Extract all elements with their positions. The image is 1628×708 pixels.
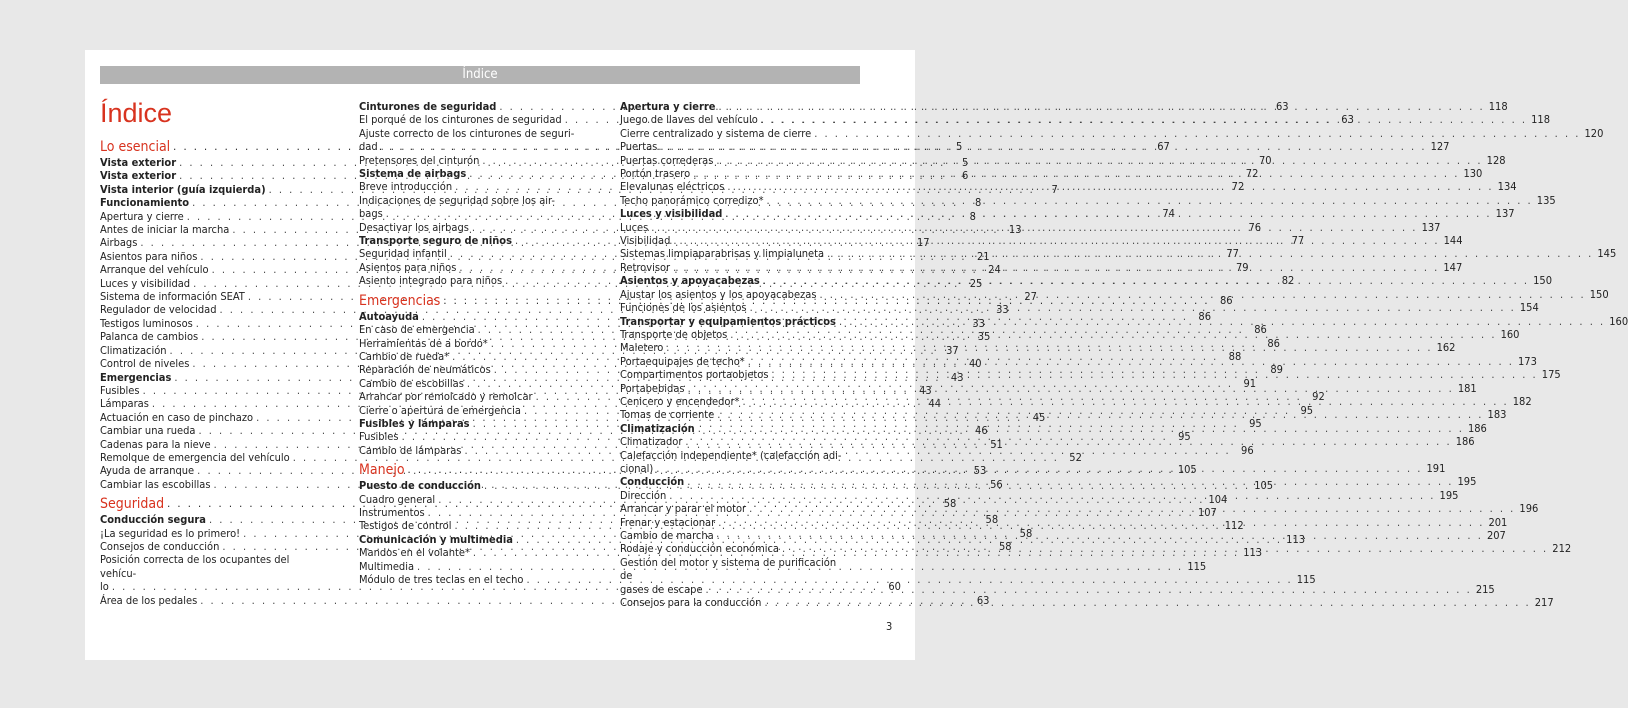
toc-entry-page: 137 [1421,220,1441,234]
toc-entry-label: Palanca de cambios [100,330,199,344]
toc-entry-label: Control de niveles [100,357,190,371]
toc-entry-page: 63 [976,593,990,607]
toc-entry-label: Visibilidad [620,234,671,248]
toc-entry-label: Cierre o apertura de emergencia [359,403,521,417]
toc-entry-label: Transporte de objetos [620,327,728,341]
toc-entry-page: 195 [1457,475,1477,489]
toc-entry-page: 207 [1486,529,1506,542]
toc-entry-page: 5 [956,140,963,153]
toc-entry-page: 77 [1291,234,1305,248]
toc-entry-page: 145 [1597,247,1617,261]
toc-entry-page: 77 [1226,247,1239,261]
toc-entry-page: 86 [1267,336,1280,350]
toc-entry-label: Ajustar los asientos y los apoyacabezas [620,287,817,301]
toc-entry-page: 25 [969,276,983,290]
toc-entry-page: 182 [1512,394,1532,408]
toc-entry-page: 33 [972,316,985,330]
toc-entry-page: 127 [1430,140,1450,154]
toc-entry-label: Antes de iniciar la marcha [100,223,230,237]
toc-entry-page: 74 [1162,207,1175,221]
toc-entry-label: Sistema de airbags [359,167,467,181]
toc-entry[interactable] [359,573,1316,586]
toc-entry-page: 17 [916,236,930,250]
toc-leader-dots [814,127,1580,140]
toc-entry-page: 45 [1032,410,1046,424]
toc-entry-label: bags [359,207,383,221]
toc-entry-page: 46 [975,424,988,438]
toc-entry-page: 215 [1475,582,1495,596]
toc-entry-page: 160 [1609,314,1628,328]
toc-entry-page: 89 [1270,363,1283,377]
toc-leader-dots [763,274,1529,287]
toc-entry-label: Portaequipajes de techo* [620,354,745,368]
toc-entry-label: Ajuste correcto de los cinturones de seguri- [359,126,575,140]
toc-entry-page: 130 [1463,167,1483,181]
toc-entry-page: 96 [1241,443,1254,457]
toc-entry-page: 175 [1541,368,1561,382]
toc-entry-label: Cambiar las escobillas [100,477,211,491]
toc-leader-dots [749,502,1515,515]
toc-entry-label: Asientos y apoyacabezas [620,274,760,288]
toc-entry-label: Cambio de marcha [620,529,714,542]
toc-entry-label: Asientos para niños [100,249,198,263]
toc-entry-page: 113 [1286,532,1306,546]
toc-entry-page: 191 [1426,461,1446,475]
toc-entry-page: 21 [976,249,990,263]
toc-leader-dots [718,516,1484,529]
toc-leader-dots [687,475,1453,488]
toc-leader-dots [772,368,1538,381]
toc-entry-page: 37 [946,343,959,357]
toc-entry-label: Instrumentos [359,505,425,519]
toc-entry-label: Juego de llaves del vehículo [620,113,758,127]
toc-entry-page: 58 [985,513,999,527]
toc-entry-label: Funciones de los asientos [620,301,747,315]
toc-entry-label: Indicaciones de seguridad sobre los air- [359,193,555,207]
toc-entry-page: 162 [1436,341,1456,355]
toc-entry-page: 58 [998,539,1012,553]
toc-leader-dots [767,194,1533,210]
toc-entry-page: 186 [1467,421,1487,435]
toc-leader-dots [688,382,1454,395]
toc-entry-label: Emergencias [100,370,172,384]
toc-leader-dots [725,207,1491,220]
toc-entry-page: 120 [1584,126,1604,140]
toc-entry-page: 82 [1281,274,1295,288]
toc-entry-label: Vista interior (guía izquierda) [100,182,266,196]
toc-entry-page: 115 [1296,573,1316,586]
toc-entry-page: 160 [1500,327,1520,341]
toc-entry-page: 76 [1248,220,1262,234]
toc-entry-label: Lámparas [100,397,149,411]
toc-entry-label: lo [100,580,109,594]
toc-entry-page: 58 [943,497,957,511]
toc-entry-label: Apertura y cierre [620,100,716,113]
toc-entry-label: Mandos en el volante* [359,546,470,560]
toc-entry-label: Compartimentos portaobjetos [620,368,769,382]
toc-entry-page: 115 [1187,559,1207,573]
toc-entry-label: Seguridad infantil [359,247,447,261]
toc-entry-label: Puertas [620,140,658,154]
toc-entry-page: 43 [950,370,964,384]
toc-entry-label: Tomas de corriente [620,408,715,422]
toc-entry-page: 113 [1243,546,1263,560]
toc-entry-page: 95 [1249,416,1262,430]
toc-leader-dots [660,140,1426,153]
toc-entry-label: Ayuda de arranque [100,464,195,478]
toc-entry-page: 186 [1455,435,1475,449]
toc-entry-label: Airbags [100,236,138,250]
toc-entry-label: Luces y visibilidad [620,207,723,221]
toc-entry-label: Climatizador [620,435,683,449]
toc-entry-label: Climatización [100,343,167,357]
toc-entry-label: dad [359,140,378,154]
toc-entry-label: Lo esencial [100,139,171,155]
toc-entry-page: 134 [1497,180,1517,194]
toc-entry-label: Gestión del motor y sistema de purificación de [620,555,837,583]
toc-entry-label: Cadenas para la nieve [100,437,211,451]
toc-leader-dots [761,113,1527,126]
toc-entry-label: ¡La seguridad es lo primero! [100,526,241,540]
toc-entry-label: Retrovisor [620,260,671,274]
toc-entry-label: Sistemas limpiaparabrisas y limpialuneta [620,247,825,261]
toc-entry-page: 44 [928,397,942,411]
toc-entry-page: 95 [1178,430,1191,444]
toc-entry-page: 70 [1258,153,1272,167]
toc-entry-label: Cambiar una rueda [100,424,196,438]
toc-entry-label: Manejo [359,462,405,479]
toc-entry-label: Dirección [620,488,667,502]
toc-entry-label: Rodaje y conducción económica [620,542,779,556]
toc-entry-label: Herramientas de a bordo* [359,336,488,350]
toc-entry-page: 183 [1487,408,1507,422]
toc-entry-page: 53 [973,464,987,478]
toc-leader-dots [685,435,1451,448]
toc-entry-page: 52 [1069,450,1082,464]
toc-entry-page: 58 [1019,526,1033,540]
toc-entry-page: 150 [1533,274,1552,288]
toc-entry[interactable] [620,556,848,583]
toc-entry-label: Desactivar los airbags [359,220,469,234]
toc-entry-page: 88 [1228,349,1242,363]
toc-entry-label: Elevalunas eléctricos [620,180,725,194]
toc-entry-label: Arranque del vehículo [100,263,209,277]
toc-entry-label: Vista exterior [100,156,177,169]
toc-entry-label: Vista exterior [100,169,177,183]
toc-leader-dots [706,583,1472,596]
toc-entry-label: Arrancar por remolcado y remolcar [359,390,533,404]
toc-entry[interactable] [620,193,1556,207]
toc-entry-label: Luces y visibilidad [100,276,191,290]
toc-entry-label: Emergencias [359,292,441,309]
toc-entry-label: Fusibles y lámparas [359,416,470,430]
toc-entry-page: 135 [1536,193,1556,207]
toc-entry-label: Posición correcta de los ocupantes del vehícu- [100,553,290,580]
page-number: 3 [886,620,893,633]
toc-entry-label: Luces [620,220,649,234]
toc-entry-label: Multimedia [359,559,415,573]
toc-entry-label: Cambio de escobillas [359,376,464,390]
toc-leader-dots [827,247,1593,260]
toc-entry-page: 118 [1531,113,1551,127]
toc-entry-page: 112 [1224,519,1244,533]
toc-leader-dots [717,408,1483,421]
toc-entry-label: Breve introducción [359,180,453,194]
toc-entry[interactable] [100,553,328,580]
toc-leader-dots [651,221,1417,237]
toc-entry-page: 144 [1443,234,1463,248]
toc-entry-label: Climatización [620,421,695,435]
toc-entry-page: 91 [1243,376,1257,390]
toc-entry[interactable] [620,126,1604,140]
toc-entry-label: Calefacción independiente* (calefacción adi- [620,448,842,462]
header-bar: Índice [100,66,860,84]
toc-entry-label: Testigos luminosos [100,316,193,330]
toc-entry-page: 147 [1443,260,1463,274]
toc-entry-label: Conducción [620,475,685,489]
toc-entry-page: 86 [1198,309,1212,323]
toc-entry-page: 181 [1457,381,1477,395]
toc-entry-page: 13 [1008,223,1022,237]
toc-entry-page: 27 [1024,290,1037,304]
toc-leader-dots [666,341,1432,354]
toc-entry-label: Cierre centralizado y sistema de cierre [620,126,812,140]
toc-entry-page: 24 [988,263,1001,277]
toc-entry-page: 51 [990,437,1003,451]
toc-entry-page: 217 [1534,596,1554,610]
toc-entry-label: Asientos para niños [359,260,457,274]
toc-entry-label: Módulo de tres teclas en el techo [359,573,524,586]
toc-entry-page: 72 [1245,167,1259,181]
toc-entry-label: El porqué de los cinturones de seguridad [359,113,562,127]
toc-leader-dots [839,315,1605,328]
toc-entry-label: Área de los pedales [100,593,198,607]
toc-leader-dots [764,593,1530,609]
toc-entry-label: Transporte seguro de niños [359,234,512,248]
toc-entry-page: 7 [1051,182,1058,196]
toc-entry-label: Autoayuda [359,309,419,323]
toc-entry-label: Portabebidas [620,381,685,395]
toc-entry-page: 67 [1157,140,1170,154]
toc-entry-label: Actuación en caso de pinchazo [100,410,254,424]
toc-entry-label: Fusibles [359,430,399,444]
toc-entry-page: 60 [888,580,901,594]
toc-entry-label: Comunicación y multimedia [359,532,513,546]
toc-entry-page: 56 [990,477,1003,491]
toc-entry-page: 105 [1177,463,1197,477]
toc-entry-page: 35 [977,330,991,344]
toc-entry-page: 201 [1488,515,1508,529]
toc-entry-page: 173 [1518,354,1537,368]
toc-leader-dots [716,154,1482,167]
toc-entry-page: 95 [1300,403,1314,417]
toc-entry-page: 104 [1208,492,1228,506]
toc-entry-label: Funcionamiento [100,196,190,210]
toc-entry-label: Regulador de velocidad [100,303,217,317]
toc-entry-label: Techo panorámico corredizo* [620,193,764,207]
toc-entry-label: Reparación de neumáticos [359,363,491,377]
toc-entry-label: Asiento integrado para niños [359,274,503,288]
page-title: Índice [100,98,173,128]
toc-entry-label: Cenicero y encendedor* [620,394,740,408]
toc-leader-dots [669,489,1435,502]
toc-entry-label: Frenar y estacionar [620,515,716,529]
toc-entry-page: 86 [1254,323,1267,337]
toc-entry-label: Consejos de conducción [100,539,220,553]
toc-entry-label: Puesto de conducción [359,479,481,493]
toc-entry-page: 118 [1488,100,1508,113]
toc-entry-label: Sistema de información SEAT [100,290,245,304]
toc-entry-page: 212 [1552,542,1572,556]
toc-entry-page: 196 [1519,502,1539,516]
toc-leader-dots [673,234,1439,250]
toc-entry-label: Maletero [620,341,664,355]
toc-entry-page: 86 [1219,293,1233,307]
toc-leader-dots [673,261,1439,277]
toc-entry[interactable] [359,194,587,207]
toc-entry-label: Transportar y equipamientos prácticos [620,314,836,328]
toc-entry-label: Apertura y cierre [100,209,184,223]
toc-entry-page: 8 [974,196,982,210]
toc-entry-page: 195 [1439,488,1459,502]
toc-entry-page: 63 [1341,113,1354,127]
toc-entry-page: 92 [1312,390,1325,404]
toc-entry-page: 137 [1495,207,1515,221]
toc-entry-page: 5 [961,156,969,169]
toc-entry-page: 154 [1519,301,1539,315]
toc-entry-label: Seguridad [100,496,165,513]
toc-entry-label: Cinturones de seguridad [359,100,497,113]
toc-entry-label: Consejos para la conducción [620,596,762,610]
toc-entry-label: Cambio de rueda* [359,349,450,363]
toc-entry-page: 43 [919,383,932,397]
toc-entry-page: 33 [996,303,1009,317]
toc-entry-label: Conducción segura [100,513,206,527]
toc-entry-label: Cambio de lámparas [359,443,462,457]
toc-entry-label: Remolque de emergencia del vehículo [100,450,290,464]
toc-entry-label: Portón trasero [620,167,691,181]
toc-entry-page: 105 [1254,479,1274,493]
toc-entry-label: Cuadro general [359,492,436,506]
toc-leader-dots [656,462,1422,478]
toc-entry-page: 40 [968,357,982,371]
toc-entry-page: 79 [1235,260,1249,274]
toc-entry-label: Testigos de control [359,519,452,533]
toc-entry-page: 72 [1231,180,1245,194]
toc-leader-dots [727,180,1493,193]
toc-entry-label: Arrancar y parar el motor [620,502,747,516]
toc-entry-label: Pretensores del cinturón [359,153,480,167]
toc-leader-dots [718,100,1484,113]
toc-entry-label: En caso de emergencia [359,323,475,337]
toc-entry[interactable] [359,127,587,140]
toc-entry-label: cional) [620,461,654,475]
toc-entry-page: 63 [1275,100,1289,113]
toc-entry-page: 6 [961,169,969,183]
toc-entry[interactable] [620,449,848,462]
toc-leader-dots [693,167,1459,183]
toc-entry-page: 128 [1486,153,1506,167]
toc-entry-label: Fusibles [100,383,140,397]
toc-entry-label: gases de escape [620,582,703,596]
toc-entry-page: 107 [1197,505,1217,519]
toc-entry-page: 150 [1589,287,1609,301]
toc-entry-page: 8 [969,209,976,223]
toc-leader-dots [819,288,1585,304]
toc-entry-label: Puertas correderas [620,153,714,167]
